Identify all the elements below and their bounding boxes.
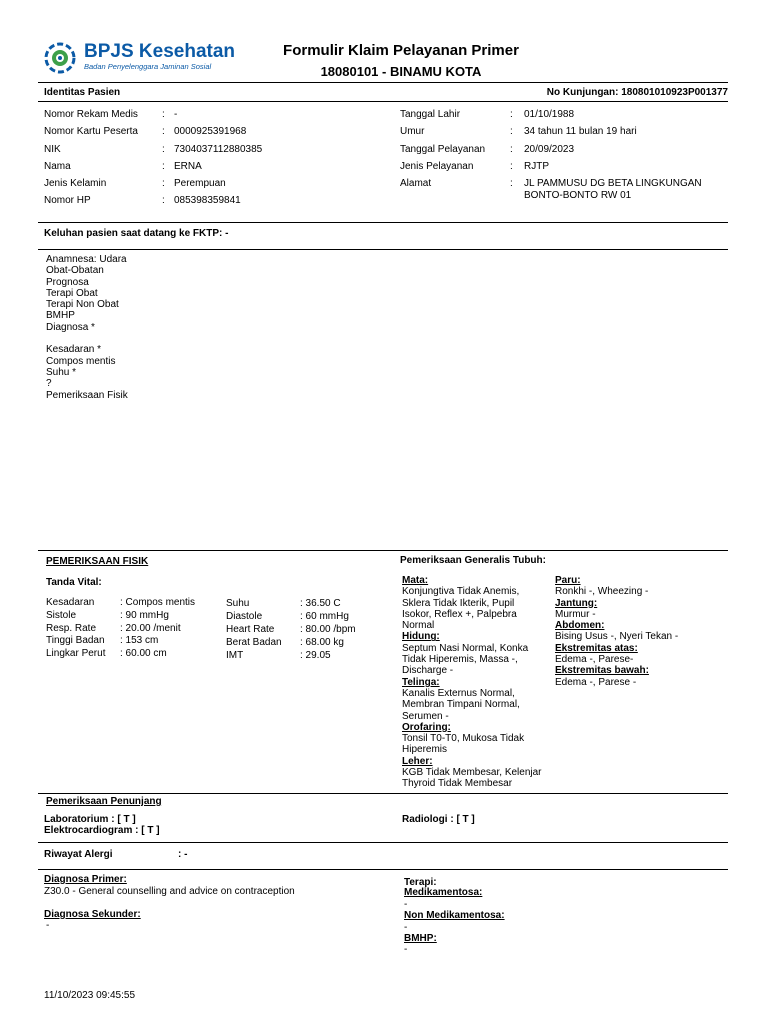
diagnosa-primer-label: Diagnosa Primer: <box>44 874 127 885</box>
orofaring-heading: Orofaring: <box>402 721 451 733</box>
bmhp-value: - <box>404 944 408 955</box>
value-nik: 7304037112880385 <box>174 144 263 155</box>
value-jenis-pelayanan: RJTP <box>524 161 549 172</box>
bmhp-label: BMHP: <box>404 933 437 944</box>
value-alamat: JL PAMMUSU DG BETA LINGKUNGAN <box>524 178 702 189</box>
ekstremitas-atas-heading: Ekstremitas atas: <box>555 642 638 654</box>
generalis-col2 <box>555 575 678 688</box>
label-rekam-medis: Nomor Rekam Medis <box>44 109 138 120</box>
elektrocardiogram: Elektrocardiogram : [ T ] <box>44 825 160 836</box>
value-umur: 34 tahun 11 bulan 19 hari <box>524 126 637 137</box>
identity-label: Identitas Pasien <box>44 87 121 98</box>
anamnesa-line: ? <box>46 378 52 390</box>
visit-number: No Kunjungan: 180801010923P001377 <box>546 87 728 98</box>
hidung-text: Septum Nasi Normal, Konka <box>402 642 529 654</box>
label-jenis-kelamin: Jenis Kelamin <box>44 178 107 189</box>
hidung-text: Discharge - <box>402 665 454 677</box>
anamnesa-line: Pemeriksaan Fisik <box>46 389 128 401</box>
diagnosa-primer-value: Z30.0 - General counselling and advice on contraception <box>44 886 295 897</box>
anamnesa-line: Terapi Non Obat <box>46 299 119 311</box>
bpjs-logo <box>44 41 236 78</box>
anamnesa-line: BMHP <box>46 310 75 322</box>
riwayat-alergi-value: : - <box>178 849 188 860</box>
label-tanggal-lahir: Tanggal Lahir <box>400 109 461 120</box>
ekstremitas-atas-text: Edema -, Parese- <box>555 654 634 666</box>
paru-text: Ronkhi -, Wheezing - <box>555 586 649 598</box>
colon: : <box>162 195 165 206</box>
vital-value: : 20.00 /menit <box>120 623 181 634</box>
radiologi: Radiologi : [ T ] <box>402 814 475 825</box>
generalis-col1 <box>402 575 542 790</box>
mata-text: Sklera Tidak Ikterik, Pupil <box>402 597 515 609</box>
hidung-text: Tidak Hiperemis, Massa -, <box>402 654 518 666</box>
label-nik: NIK <box>44 144 61 155</box>
colon: : <box>162 161 165 172</box>
value-tanggal-lahir: 01/10/1988 <box>524 109 575 120</box>
vital-value: : 90 mmHg <box>120 610 169 621</box>
mata-text: Konjungtiva Tidak Anemis, <box>402 586 520 598</box>
vital-label: Tinggi Badan <box>46 635 105 646</box>
telinga-text: Membran Timpani Normal, <box>402 699 520 711</box>
colon: : <box>162 109 165 120</box>
mata-text: Normal <box>402 620 435 632</box>
leher-text: KGB Tidak Membesar, Kelenjar <box>402 767 542 779</box>
telinga-heading: Telinga: <box>402 676 440 688</box>
vital-label: Sistole <box>46 610 77 621</box>
ekstremitas-bawah-text: Edema -, Parese - <box>555 676 637 688</box>
non-medikamentosa-label: Non Medikamentosa: <box>404 910 505 921</box>
vital-label: Resp. Rate <box>46 623 97 634</box>
label-alamat: Alamat <box>400 178 432 189</box>
tanda-vital-label: Tanda Vital: <box>46 577 102 588</box>
anamnesa-line: Obat-Obatan <box>46 265 104 277</box>
colon: : <box>162 178 165 189</box>
terapi-label: Terapi: <box>404 877 437 888</box>
vital-value: : 60 mmHg <box>300 611 349 622</box>
value-tanggal-pelayanan: 20/09/2023 <box>524 144 575 155</box>
value-kartu-peserta: 0000925391968 <box>174 126 247 137</box>
anamnesa-line: Anamnesa: Udara <box>46 254 127 265</box>
anamnesa-line: Prognosa <box>46 276 89 288</box>
vital-label: Heart Rate <box>226 624 275 635</box>
abdomen-heading: Abdomen: <box>555 620 605 632</box>
vital-value: : 29.05 <box>300 650 331 661</box>
vital-label: Suhu <box>226 598 250 609</box>
jantung-text: Murmur - <box>555 608 596 620</box>
vital-label: Kesadaran <box>46 597 95 608</box>
leher-text: Thyroid Tidak Membesar <box>402 778 513 790</box>
vital-value: : 80.00 /bpm <box>300 624 356 635</box>
non-medikamentosa-value: - <box>404 922 408 933</box>
logo-subtitle: Badan Penyelenggara Jaminan Sosial <box>84 62 212 71</box>
telinga-text: Kanalis Externus Normal, <box>402 687 515 699</box>
divider <box>38 842 728 843</box>
divider <box>38 550 728 551</box>
mata-text: Isokor, Reflex +, Palpebra <box>402 608 517 620</box>
label-nama: Nama <box>44 161 71 172</box>
ekstremitas-bawah-heading: Ekstremitas bawah: <box>555 665 649 677</box>
penunjang-title: Pemeriksaan Penunjang <box>46 796 162 807</box>
diagnosa-sekunder-label: Diagnosa Sekunder: <box>44 909 141 920</box>
page-title: Formulir Klaim Pelayanan Primer <box>283 42 519 59</box>
paru-heading: Paru: <box>555 575 581 586</box>
print-timestamp: 11/10/2023 09:45:55 <box>44 990 136 1001</box>
anamnesa-block <box>46 254 128 401</box>
telinga-text: Serumen - <box>402 710 449 722</box>
divider <box>38 793 728 794</box>
abdomen-text: Bising Usus -, Nyeri Tekan - <box>555 631 679 643</box>
value-rekam-medis: - <box>174 109 178 120</box>
vital-value: : 60.00 cm <box>120 648 167 659</box>
value-alamat-line2: BONTO-BONTO RW 01 <box>524 190 632 201</box>
label-umur: Umur <box>400 126 425 137</box>
vital-label: Diastole <box>226 611 263 622</box>
laboratorium: Laboratorium : [ T ] <box>44 814 136 825</box>
orofaring-text: Tonsil T0-T0, Mukosa Tidak <box>402 733 525 745</box>
vital-label: IMT <box>226 650 244 661</box>
vital-value: : Compos mentis <box>120 597 196 608</box>
bpjs-logo-icon <box>44 42 76 74</box>
colon: : <box>510 126 513 137</box>
anamnesa-line: Kesadaran * <box>46 344 102 356</box>
divider <box>38 869 728 870</box>
keluhan: Keluhan pasien saat datang ke FKTP: - <box>44 228 229 239</box>
anamnesa-line: Diagnosa * <box>46 321 95 333</box>
divider <box>38 82 728 83</box>
vital-value: : 68.00 kg <box>300 637 344 648</box>
pemeriksaan-fisik-title: PEMERIKSAAN FISIK <box>46 556 149 567</box>
anamnesa-line: Terapi Obat <box>46 287 98 299</box>
medikamentosa-label: Medikamentosa: <box>404 887 483 898</box>
colon: : <box>162 126 165 137</box>
divider <box>38 101 728 102</box>
colon: : <box>510 109 513 120</box>
anamnesa-line <box>46 333 128 344</box>
colon: : <box>162 144 165 155</box>
orofaring-text: Hiperemis <box>402 744 448 756</box>
vital-label: Lingkar Perut <box>46 648 106 659</box>
logo-brand: BPJS Kesehatan <box>84 41 236 62</box>
leher-heading: Leher: <box>402 755 433 767</box>
vital-label: Berat Badan <box>226 637 282 648</box>
label-kartu-peserta: Nomor Kartu Peserta <box>44 126 138 137</box>
vital-value: : 153 cm <box>120 635 159 646</box>
riwayat-alergi-label: Riwayat Alergi <box>44 849 113 860</box>
anamnesa-line: Suhu * <box>46 366 77 378</box>
label-tanggal-pelayanan: Tanggal Pelayanan <box>400 144 486 155</box>
divider <box>38 222 728 223</box>
anamnesa-line: Compos mentis <box>46 355 116 367</box>
value-nama: ERNA <box>174 161 202 172</box>
medikamentosa-value: - <box>404 899 408 910</box>
label-nomor-hp: Nomor HP <box>44 195 91 206</box>
hidung-heading: Hidung: <box>402 631 440 643</box>
generalis-title: Pemeriksaan Generalis Tubuh: <box>400 555 546 566</box>
colon: : <box>510 144 513 155</box>
value-jenis-kelamin: Perempuan <box>174 178 226 189</box>
divider <box>38 249 728 250</box>
colon: : <box>510 178 513 189</box>
mata-heading: Mata: <box>402 575 429 586</box>
diagnosa-sekunder-value: - <box>46 920 50 931</box>
jantung-heading: Jantung: <box>555 597 598 609</box>
page-subtitle: 18080101 - BINAMU KOTA <box>320 64 482 79</box>
label-jenis-pelayanan: Jenis Pelayanan <box>400 161 474 172</box>
value-nomor-hp: 085398359841 <box>174 195 241 206</box>
colon: : <box>510 161 513 172</box>
vital-value: : 36.50 C <box>300 598 341 609</box>
